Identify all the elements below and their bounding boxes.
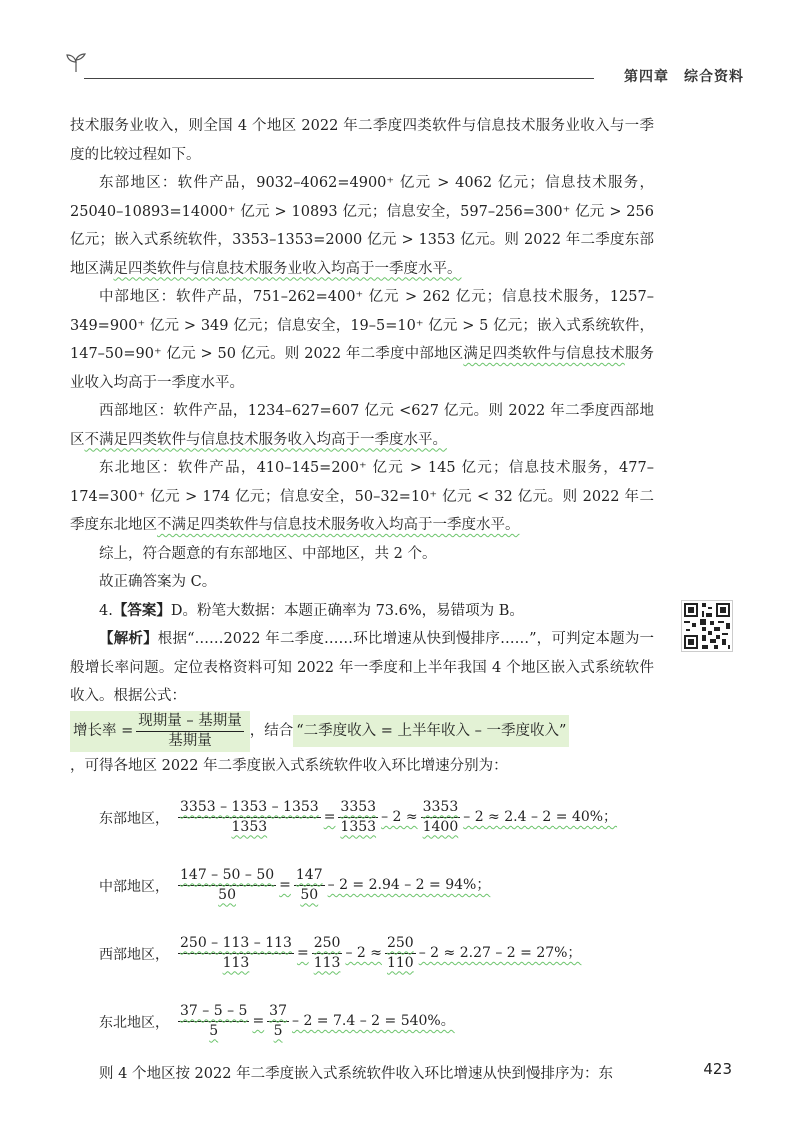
denominator: 50	[300, 886, 319, 903]
expression-text: – 2 = 7.4 – 2 = 540%。	[292, 1012, 455, 1029]
numerator: 250 – 113 – 113	[178, 935, 294, 954]
numerator: 147 – 50 – 50	[178, 867, 276, 886]
numerator: 250	[385, 935, 416, 954]
intro-paragraph: 技术服务业收入，则全国 4 个地区 2022 年二季度四类软件与信息技术服务业收入与一季度的比较过程如下。	[70, 118, 654, 163]
west-text: 西部地区：软件产品，1234–627=607 亿元 <627 亿元。则 2022 年二季度西部地区	[70, 403, 654, 448]
denominator: 113	[313, 954, 341, 971]
page-number: 423	[703, 1060, 732, 1078]
q4-number: 4.	[99, 602, 113, 619]
formula-denominator: 基期量	[168, 732, 212, 749]
denominator: 113	[222, 954, 250, 971]
northeast-paragraph	[70, 454, 654, 540]
equals: =	[296, 944, 309, 961]
numerator: 37	[267, 1003, 289, 1022]
expression-text: – 2 = 2.94 – 2 = 94%；	[327, 876, 491, 893]
central-text-end: 服务业收入均高于一季度水平。	[70, 346, 655, 391]
analysis-text: 根据“……2022 年二季度……环比增速从快到慢排序……”，可判定本题为一般增长率问题。定位表格资料可知 2022 年一季度和上半年我国 4 个地区嵌入式系统软件收入。根据公式：	[70, 631, 655, 704]
east-conclusion: 足四类软件与信息技术服务业收入均高于一季度水平。	[113, 260, 462, 277]
derive-line: ，可得各地区 2022 年二季度嵌入式系统软件收入环比增速分别为：	[70, 757, 508, 774]
equals: =	[279, 876, 291, 893]
fraction	[312, 935, 343, 972]
formula-line	[70, 711, 654, 752]
calc-northeast	[99, 994, 654, 1052]
fraction	[178, 1003, 249, 1040]
northeast-text: 东北地区：软件产品，410–145=200⁺ 亿元 > 145 亿元；信息技术服务，477–174=300⁺ 亿元 > 174 亿元；信息安全，50–32=10⁺ 亿元 < 32 亿元。则 2022 年二季度东北地区	[70, 460, 654, 533]
analysis-paragraph	[70, 625, 654, 711]
calc-expression	[175, 935, 581, 976]
numerator: 3353 – 1353 – 1353	[178, 799, 321, 818]
calc-expression	[175, 867, 490, 908]
denominator: 1400	[422, 818, 459, 835]
answer-tag: 【答案】	[112, 602, 171, 619]
central-paragraph	[70, 283, 654, 397]
chapter-title: 第四章 综合资料	[624, 69, 744, 85]
fraction	[421, 799, 461, 836]
calc-label: 中部地区，	[99, 878, 169, 895]
calc-expression	[175, 799, 617, 840]
formula-lhs: 增长率 =	[73, 722, 134, 739]
denominator: 5	[273, 1022, 283, 1039]
numerator: 37 – 5 – 5	[178, 1003, 249, 1022]
expression-text: – 2 ≈ 2.4 – 2 = 40%；	[463, 808, 618, 825]
central-conclusion: 满足四类软件与信息技术	[463, 346, 625, 362]
expression-text: – 2 ≈	[345, 944, 382, 961]
central-text: 中部地区：软件产品，751–262=400⁺ 亿元 > 262 亿元；信息技术服务，1257–349=900⁺ 亿元 > 349 亿元；信息安全，19–5=10⁺ 亿元 > 5 亿元；嵌入式系统软件，147–50=90⁺ 亿元 > 50 亿元。则 2022 年二季度中部地区	[70, 289, 654, 362]
calc-west	[99, 926, 654, 984]
fraction	[338, 799, 378, 836]
numerator: 147	[294, 867, 325, 886]
west-paragraph	[70, 397, 654, 454]
west-conclusion: 不满足四类软件与信息技术服务收入均高于一季度水平。	[84, 431, 447, 448]
growth-formula	[70, 711, 250, 752]
calc-label: 东北地区，	[99, 1014, 169, 1031]
east-paragraph	[70, 169, 654, 283]
page-header	[64, 50, 744, 90]
denominator: 5	[209, 1022, 219, 1039]
calc-expression	[175, 1003, 455, 1044]
numerator: 250	[312, 935, 343, 954]
page-content	[70, 112, 654, 1089]
expression-text: – 2 ≈	[381, 808, 418, 825]
denominator: 50	[218, 886, 236, 903]
east-text: 东部地区：软件产品，9032–4062=4900⁺ 亿元 > 4062 亿元；信息技术服务，25040–10893=14000⁺ 亿元 > 10893 亿元；信息安全，597–256=300⁺ 亿元 > 256 亿元；嵌入式系统软件，3353–1353=2000 亿元 > 1353 亿元。则 2022 年二季度东部地区满	[70, 175, 654, 277]
fraction	[178, 935, 294, 972]
expression-text: – 2 ≈ 2.27 – 2 = 27%；	[418, 944, 582, 961]
quarter-quote: “二季度收入 = 上半年收入 – 一季度收入”	[293, 715, 569, 748]
q4-answer-line	[70, 597, 654, 626]
fraction	[178, 799, 321, 836]
northeast-conclusion: 不满足四类软件与信息技术服务收入均高于一季度水平。	[157, 517, 520, 533]
denominator: 1353	[231, 818, 268, 835]
formula-numerator: 现期量 – 基期量	[136, 713, 243, 732]
answer-line-3: 故正确答案为 C。	[99, 574, 217, 590]
equals: =	[323, 808, 336, 825]
calc-label: 西部地区，	[99, 946, 169, 963]
calc-label: 东部地区，	[99, 810, 169, 827]
final-line: 则 4 个地区按 2022 年二季度嵌入式系统软件收入环比增速从快到慢排序为：东	[99, 1066, 614, 1082]
summary-line: 综上，符合题意的有东部地区、中部地区，共 2 个。	[99, 545, 437, 562]
qr-code-icon[interactable]	[681, 600, 733, 652]
fraction	[294, 867, 325, 904]
formula-fraction	[136, 713, 243, 750]
sprout-icon	[64, 50, 88, 74]
denominator: 110	[386, 954, 414, 971]
numerator: 3353	[421, 799, 461, 818]
analysis-tag: 【解析】	[99, 631, 158, 647]
equals: =	[252, 1012, 265, 1029]
denominator: 1353	[340, 818, 377, 835]
fraction	[178, 867, 276, 904]
answer-text: D。粉笔大数据：本题正确率为 73.6%，易错项为 B。	[170, 602, 524, 619]
calc-central	[99, 858, 654, 916]
numerator: 3353	[338, 799, 378, 818]
combine-text: ，结合	[249, 722, 294, 739]
calc-east	[99, 790, 654, 848]
fraction	[385, 935, 416, 972]
header-rule	[84, 78, 594, 79]
fraction	[267, 1003, 289, 1040]
